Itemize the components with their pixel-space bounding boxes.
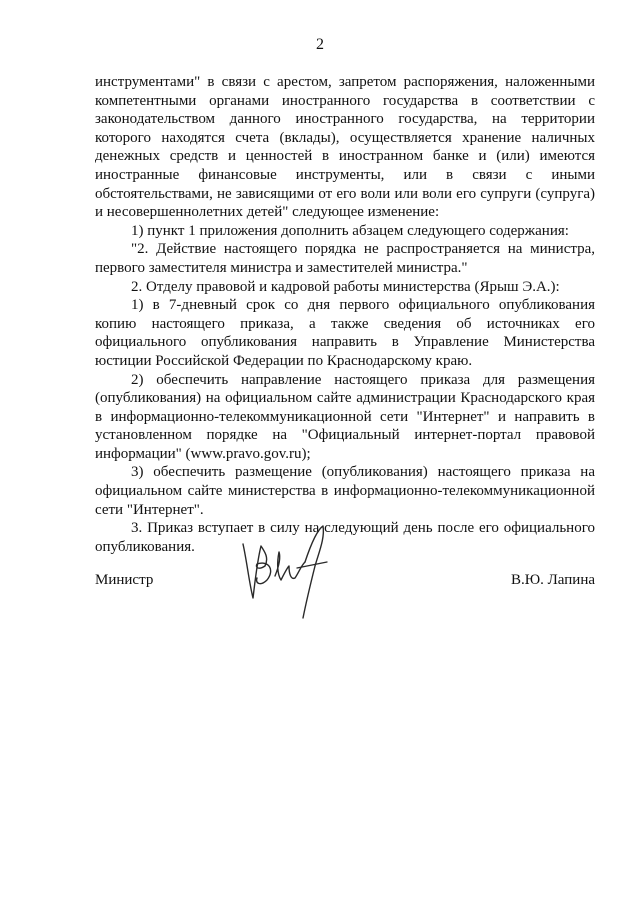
paragraph: инструментами" в связи с арестом, запретом распоряжения, наложенными компетентными органами иностранного государства в соответствии с законодательством данного иностранного государства, на территории которого находятся счета (вклады), осуществляется хранение наличных денежных средств и ценностей в иностранном банке и (или) имеются иностранные финансовые инструменты, или в связи с иными обстоятельствами, не зависящими от его воли или воли его супруги (супруга) и несовершеннолетних детей" следующее изменение: [95, 74, 595, 221]
paragraph: 3) обеспечить размещение (опубликования) настоящего приказа на официальном сайте министерства в информационно-телекоммуникационной сети "Интернет". [95, 464, 595, 518]
page-number: 2 [316, 36, 324, 53]
paragraph: 2) обеспечить направление настоящего приказа для размещения (опубликования) на официальном сайте администрации Краснодарского края в информационно-телекоммуникационной сети "Интернет" и направить в установленном порядке на "Официальный интернет-портал правовой информации" (www.pravo.gov.ru); [95, 371, 595, 462]
body-text [95, 73, 595, 556]
paragraph: "2. Действие настоящего порядка не распространяется на министра, первого заместителя министра и заместителей министра." [95, 241, 595, 276]
handwritten-signature [235, 522, 345, 622]
paragraph: 1) пункт 1 приложения дополнить абзацем следующего содержания: [131, 222, 569, 239]
paragraph: 1) в 7-дневный срок со дня первого официального опубликования копию настоящего приказа, а также сведения об источниках его официального опубликования направить в Управление Министерства юстиции Российской Федерации по Краснодарскому краю. [95, 297, 595, 369]
paragraph: 3. Приказ вступает в силу на следующий день после его официального опубликования. [95, 520, 595, 555]
signature-block [95, 540, 595, 630]
signatory-name: В.Ю. Лапина [510, 572, 595, 588]
paragraph: 2. Отделу правовой и кадровой работы министерства (Ярыш Э.А.): [131, 278, 560, 295]
signatory-title: Министр [95, 572, 154, 588]
